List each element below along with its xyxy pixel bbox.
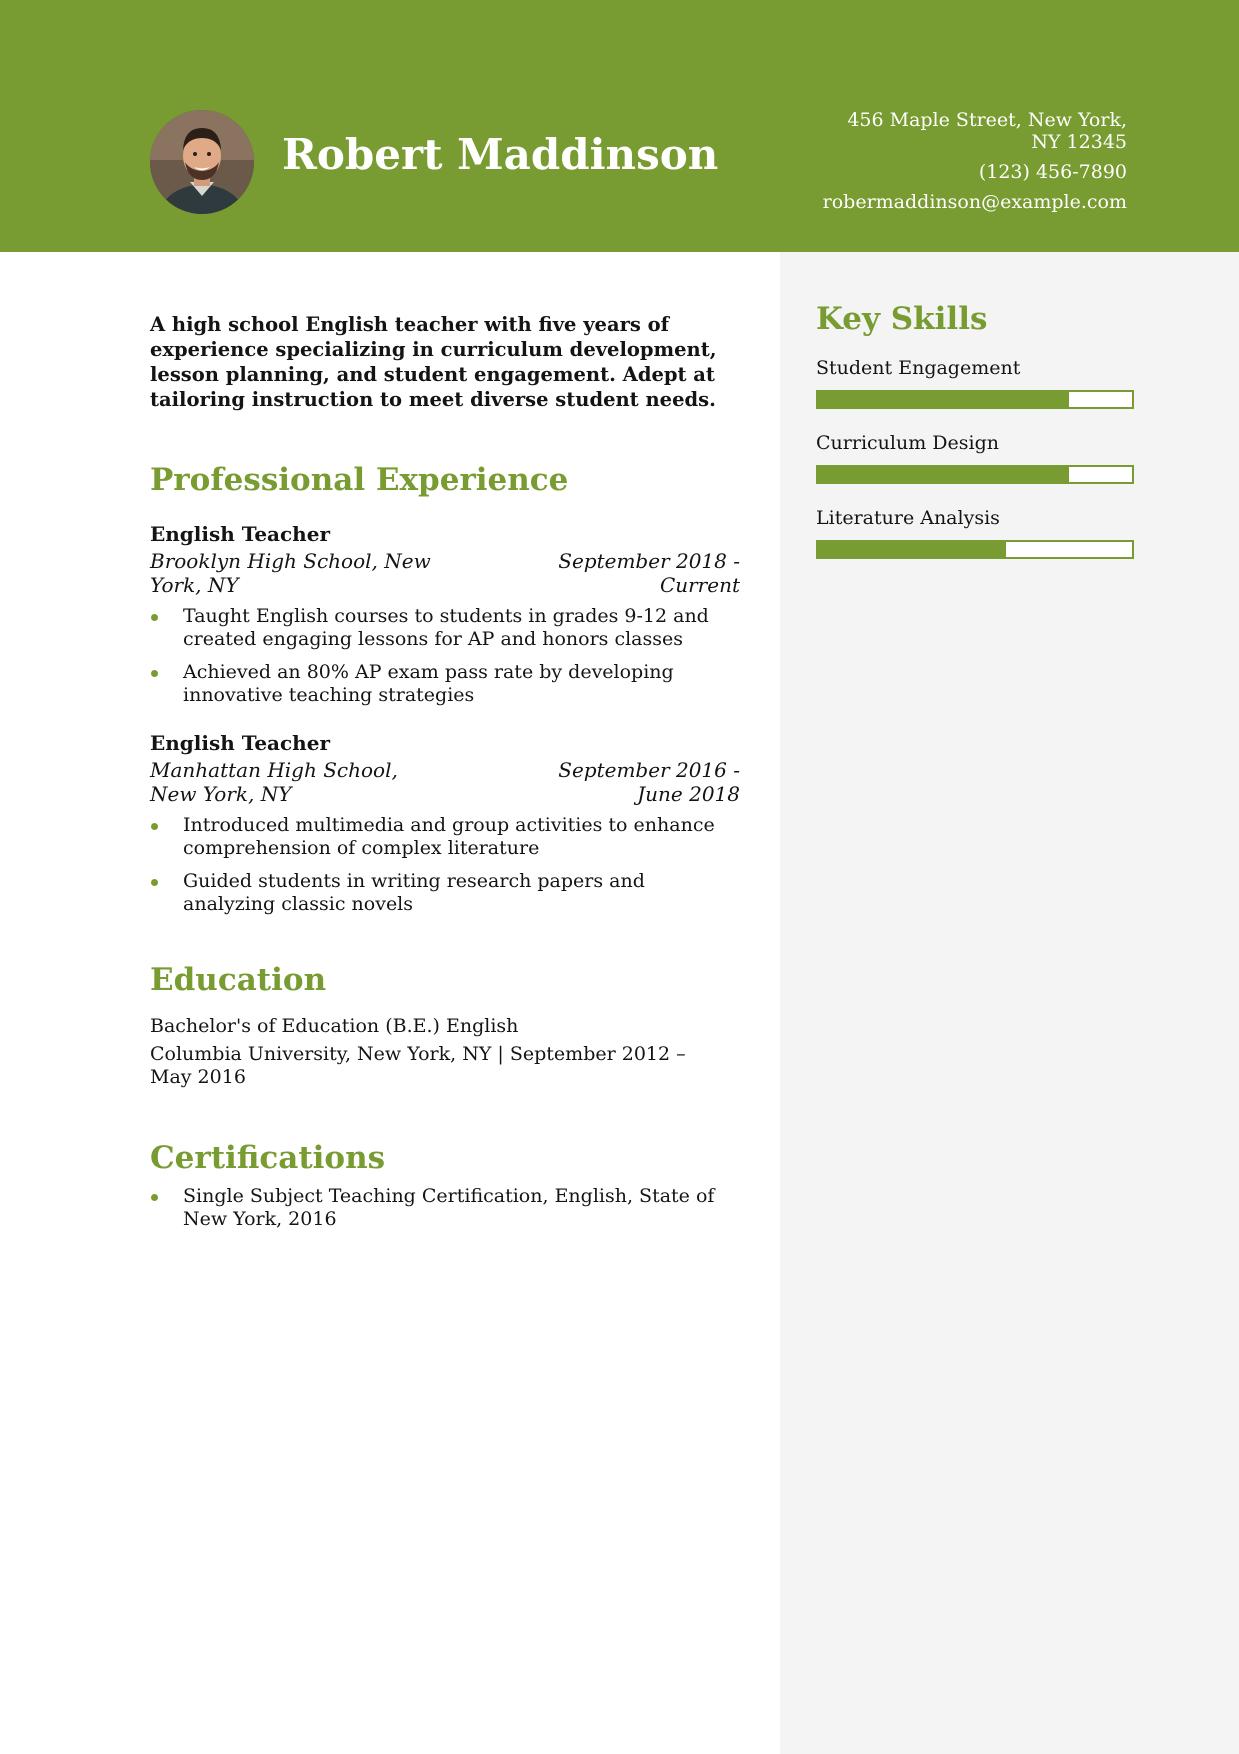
job-meta xyxy=(150,758,740,806)
job-bullets xyxy=(150,814,740,916)
job-title: English Teacher xyxy=(150,731,330,755)
list-item xyxy=(150,605,740,651)
skill-item xyxy=(816,506,1136,559)
job-company: Manhattan High School, New York, NY xyxy=(150,758,398,806)
skill-level-fill xyxy=(818,467,1069,482)
skills-heading: Key Skills xyxy=(816,301,988,337)
skill-level-bar xyxy=(816,390,1134,409)
job-dates: September 2018 - Current xyxy=(558,549,740,597)
job-company: Brooklyn High School, New York, NY xyxy=(150,549,431,597)
certification-text: Single Subject Teaching Certification, English, State of New York, 2016 xyxy=(183,1185,715,1230)
skill-level-bar xyxy=(816,540,1134,559)
education-degree: Bachelor's of Education (B.E.) English xyxy=(150,1015,519,1037)
skill-level-bar xyxy=(816,465,1134,484)
bullet-text: Introduced multimedia and group activities to enhance comprehension of complex literature xyxy=(183,814,715,859)
list-item xyxy=(150,661,740,707)
address-line-1: 456 Maple Street, New York, xyxy=(847,109,1127,131)
job-dates: September 2016 - June 2018 xyxy=(558,758,740,806)
certifications-list xyxy=(150,1185,740,1231)
list-item xyxy=(150,870,740,916)
header-banner xyxy=(0,0,1239,252)
job-entry xyxy=(150,521,740,707)
experience-heading: Professional Experience xyxy=(150,462,569,498)
phone-number: (123) 456-7890 xyxy=(978,161,1127,183)
candidate-name: Robert Maddinson xyxy=(282,130,719,179)
skill-name: Student Engagement xyxy=(816,357,1021,379)
education-school: Columbia University, New York, NY | September 2012 – May 2016 xyxy=(150,1043,686,1088)
email-address: robermaddinson@example.com xyxy=(822,191,1127,213)
skill-name: Curriculum Design xyxy=(816,432,999,454)
avatar xyxy=(150,110,254,214)
bullet-dot-icon xyxy=(151,879,158,886)
skill-level-fill xyxy=(818,392,1069,407)
bullet-dot-icon xyxy=(151,670,158,677)
address-line-2: NY 12345 xyxy=(1031,131,1127,153)
job-entry xyxy=(150,730,740,916)
job-bullets xyxy=(150,605,740,707)
skill-name: Literature Analysis xyxy=(816,507,1000,529)
skill-item xyxy=(816,431,1136,484)
skill-level-fill xyxy=(818,542,1006,557)
skill-item xyxy=(816,356,1136,409)
list-item xyxy=(150,1185,740,1231)
job-meta xyxy=(150,549,740,597)
bullet-dot-icon xyxy=(151,1194,158,1201)
bullet-dot-icon xyxy=(151,614,158,621)
main-column xyxy=(150,312,740,1241)
list-item xyxy=(150,814,740,860)
bullet-text: Achieved an 80% AP exam pass rate by developing innovative teaching strategies xyxy=(183,661,674,706)
certifications-heading: Certifications xyxy=(150,1140,386,1176)
contact-info xyxy=(797,109,1127,213)
bullet-text: Guided students in writing research papers and analyzing classic novels xyxy=(183,870,645,915)
bullet-text: Taught English courses to students in grades 9-12 and created engaging lessons for AP and honors classes xyxy=(183,605,709,650)
portrait-photo-icon xyxy=(150,110,254,214)
job-title: English Teacher xyxy=(150,522,330,546)
skills-section xyxy=(816,300,1136,581)
summary-paragraph: A high school English teacher with five years of experience specializing in curriculum development, lesson planning, and student engagement. Adept at tailoring instruction to meet diverse student needs. xyxy=(150,313,717,411)
bullet-dot-icon xyxy=(151,823,158,830)
education-heading: Education xyxy=(150,962,327,998)
